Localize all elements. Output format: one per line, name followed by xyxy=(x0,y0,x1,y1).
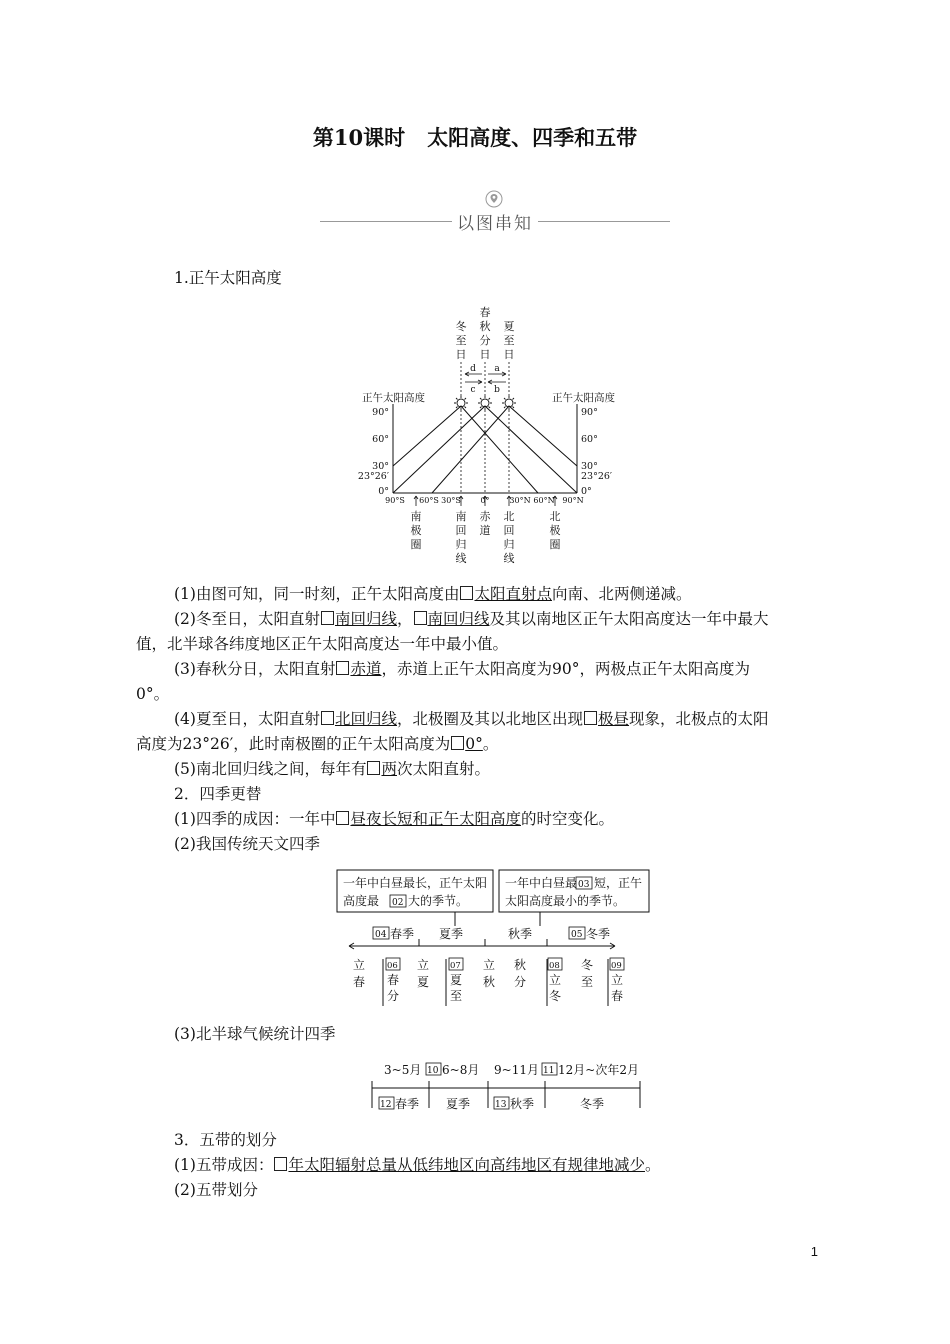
section-header xyxy=(320,188,670,238)
svg-text:秋季: 秋季 xyxy=(510,1097,535,1111)
svg-text:圈: 圈 xyxy=(549,538,561,551)
para-1-2-cont: 值，北半球各纬度地区正午太阳高度达一年中最小值。 xyxy=(136,635,509,653)
answer-box xyxy=(321,711,334,725)
svg-text:北: 北 xyxy=(549,510,561,523)
svg-text:短，正午: 短，正午 xyxy=(594,876,643,890)
svg-text:60°N: 60°N xyxy=(533,496,555,505)
svg-text:冬季: 冬季 xyxy=(579,1097,605,1111)
svg-text:30°S: 30°S xyxy=(441,496,461,505)
para-1-4: (4)夏至日，太阳直射 北回归线，北极圈及其以北地区出现 极昼现象，北极点的太阳 xyxy=(174,710,769,728)
svg-text:北: 北 xyxy=(503,510,515,523)
arctic-circle-label xyxy=(550,510,561,551)
svg-text:秋: 秋 xyxy=(482,975,496,989)
svg-text:9~11月: 9~11月 xyxy=(494,1063,539,1077)
svg-text:至: 至 xyxy=(449,989,463,1003)
tropic-of-capricorn-label xyxy=(456,510,467,565)
svg-text:夏: 夏 xyxy=(449,973,463,987)
svg-text:日: 日 xyxy=(455,348,467,361)
svg-text:夏季: 夏季 xyxy=(445,1097,471,1111)
month-ranges xyxy=(384,1062,639,1077)
svg-text:南: 南 xyxy=(410,510,422,523)
svg-text:90°N: 90°N xyxy=(562,496,584,505)
svg-text:秋: 秋 xyxy=(479,320,491,333)
svg-text:春: 春 xyxy=(352,975,366,989)
svg-text:12月~次年2月: 12月~次年2月 xyxy=(558,1063,639,1077)
svg-text:06: 06 xyxy=(387,961,398,971)
antarctic-circle-label xyxy=(411,510,422,551)
svg-text:回: 回 xyxy=(455,524,467,537)
answer-text: 极昼 xyxy=(598,710,630,728)
svg-text:日: 日 xyxy=(479,348,491,361)
arrow-a-label: a xyxy=(494,364,500,374)
svg-text:60°: 60° xyxy=(372,434,389,445)
climate-season-labels xyxy=(379,1096,604,1111)
svg-text:分: 分 xyxy=(479,334,491,347)
equinox-label xyxy=(480,306,491,361)
season-labels xyxy=(373,926,610,941)
svg-text:秋: 秋 xyxy=(513,958,527,972)
svg-text:南: 南 xyxy=(455,510,467,523)
svg-text:道: 道 xyxy=(479,524,491,537)
para-3-1: (1)五带成因： 年太阳辐射总量从低纬地区向高纬地区有规律地减少。 xyxy=(174,1156,661,1174)
svg-text:60°S: 60°S xyxy=(419,496,439,505)
svg-text:23°26′: 23°26′ xyxy=(581,471,613,482)
answer-box xyxy=(336,811,349,825)
section-header-label: 以图串知 xyxy=(457,214,533,234)
svg-text:立: 立 xyxy=(482,958,496,972)
svg-text:日: 日 xyxy=(503,348,515,361)
svg-text:05: 05 xyxy=(571,930,583,940)
answer-text: 0° xyxy=(465,735,483,753)
answer-box xyxy=(451,736,464,750)
para-2-2: (2)我国传统天文四季 xyxy=(174,835,320,853)
answer-box xyxy=(321,611,334,625)
circled-number: 02 xyxy=(392,898,404,908)
svg-text:一年中白昼最长，正午太阳: 一年中白昼最长，正午太阳 xyxy=(343,876,488,890)
heading-noon-altitude: 1.正午太阳高度 xyxy=(174,269,282,287)
svg-text:高度最: 高度最 xyxy=(343,894,380,908)
svg-text:12: 12 xyxy=(380,1100,392,1110)
svg-text:至: 至 xyxy=(503,334,515,347)
heading-five-zones: 3．五带的划分 xyxy=(174,1131,277,1149)
answer-box xyxy=(414,611,427,625)
svg-text:90°: 90° xyxy=(581,407,598,418)
para-1-4-cont: 高度为23°26′，此时南极圈的正午太阳高度为 0°。 xyxy=(136,735,499,753)
svg-text:赤: 赤 xyxy=(479,510,491,523)
svg-text:极: 极 xyxy=(410,524,422,537)
svg-text:23°26′: 23°26′ xyxy=(357,471,389,482)
svg-text:08: 08 xyxy=(549,961,560,971)
svg-text:立: 立 xyxy=(548,973,562,987)
answer-text: 南回归线 xyxy=(334,610,397,628)
svg-text:13: 13 xyxy=(495,1100,507,1110)
para-1-2: (2)冬至日，太阳直射 南回归线， 南回归线及其以南地区正午太阳高度达一年中最大 xyxy=(174,610,769,628)
astronomical-seasons-diagram xyxy=(335,866,655,1011)
svg-text:回: 回 xyxy=(503,524,515,537)
svg-text:04: 04 xyxy=(375,930,387,940)
svg-text:11: 11 xyxy=(543,1066,555,1076)
answer-text: 北回归线 xyxy=(334,710,397,728)
svg-text:大的季节。: 大的季节。 xyxy=(408,894,469,908)
svg-text:10: 10 xyxy=(427,1066,439,1076)
noon-altitude-diagram xyxy=(355,300,645,570)
svg-text:归: 归 xyxy=(503,538,515,551)
svg-text:分: 分 xyxy=(513,975,527,989)
sun-icon xyxy=(478,396,492,410)
lesson-number: 第10课时 xyxy=(312,125,406,150)
para-2-3: (3)北半球气候统计四季 xyxy=(174,1025,336,1043)
svg-text:冬: 冬 xyxy=(548,989,562,1003)
svg-text:春季: 春季 xyxy=(395,1097,420,1111)
answer-text: 太阳直射点 xyxy=(474,585,552,603)
para-1-5: (5)南北回归线之间，每年有 两次太阳直射。 xyxy=(174,760,490,778)
answer-text: 南回归线 xyxy=(427,610,490,628)
answer-text: 昼夜长短和正午太阳高度 xyxy=(350,810,521,828)
sun-icon xyxy=(502,396,516,410)
winter-solstice-label xyxy=(456,319,467,361)
svg-text:立: 立 xyxy=(352,958,366,972)
svg-text:冬: 冬 xyxy=(455,320,467,333)
answer-box xyxy=(584,711,597,725)
para-1-3: (3)春秋分日，太阳直射 赤道，赤道上正午太阳高度为90°，两极点正午太阳高度为 xyxy=(174,660,750,678)
svg-text:线: 线 xyxy=(455,552,467,565)
tropic-of-cancer-label xyxy=(504,510,515,565)
svg-text:30°: 30° xyxy=(581,461,598,472)
svg-text:90°S: 90°S xyxy=(385,496,405,505)
sun-icon xyxy=(454,396,468,410)
arrow-d-label: d xyxy=(470,364,476,374)
svg-text:春季: 春季 xyxy=(390,927,415,941)
svg-text:0°: 0° xyxy=(480,496,490,505)
para-2-1: (1)四季的成因：一年中 昼夜长短和正午太阳高度的时空变化。 xyxy=(174,810,614,828)
svg-text:立: 立 xyxy=(610,973,624,987)
svg-text:归: 归 xyxy=(455,538,467,551)
answer-box xyxy=(460,586,473,600)
para-1-3-cont: 0°。 xyxy=(136,685,170,703)
svg-text:夏: 夏 xyxy=(503,320,515,333)
svg-text:3~5月: 3~5月 xyxy=(384,1063,422,1077)
para-3-2: (2)五带划分 xyxy=(174,1181,258,1199)
answer-box xyxy=(274,1157,287,1171)
svg-text:60°: 60° xyxy=(581,434,598,445)
svg-text:夏季: 夏季 xyxy=(438,927,464,941)
answer-text: 年太阳辐射总量从低纬地区向高纬地区有规律地减少 xyxy=(288,1156,645,1174)
climate-seasons-diagram xyxy=(370,1056,650,1118)
answer-box xyxy=(367,761,380,775)
svg-text:至: 至 xyxy=(580,975,594,989)
svg-text:春: 春 xyxy=(386,973,400,987)
svg-text:0°: 0° xyxy=(581,486,592,497)
svg-text:立: 立 xyxy=(416,958,430,972)
svg-text:春: 春 xyxy=(610,989,624,1003)
y-ticks-right xyxy=(581,407,612,497)
location-pin-icon xyxy=(485,190,503,208)
svg-text:冬: 冬 xyxy=(580,958,594,972)
heading-seasons: 2．四季更替 xyxy=(174,785,262,803)
svg-text:09: 09 xyxy=(611,961,622,971)
y-axis-label-left: 正午太阳高度 xyxy=(362,392,425,404)
svg-text:分: 分 xyxy=(386,989,400,1003)
divider-right xyxy=(538,221,670,222)
y-axis-label-right: 正午太阳高度 xyxy=(552,392,615,404)
svg-text:30°: 30° xyxy=(372,461,389,472)
y-ticks-left xyxy=(358,407,389,497)
svg-text:太阳高度最小的季节。: 太阳高度最小的季节。 xyxy=(505,894,626,908)
svg-text:30°N: 30°N xyxy=(509,496,531,505)
solar-terms xyxy=(353,957,624,1003)
svg-text:春: 春 xyxy=(479,306,491,319)
equator-label xyxy=(480,509,492,537)
svg-text:极: 极 xyxy=(549,524,561,537)
svg-text:夏: 夏 xyxy=(416,975,430,989)
svg-text:至: 至 xyxy=(455,334,467,347)
answer-text: 赤道 xyxy=(350,660,382,678)
arrow-b-label: b xyxy=(494,385,500,395)
circled-number: 03 xyxy=(578,880,590,890)
page-title xyxy=(0,122,950,152)
summer-solstice-label xyxy=(504,320,515,361)
answer-box xyxy=(336,661,349,675)
svg-text:6~8月: 6~8月 xyxy=(442,1063,480,1077)
para-1-1: (1)由图可知，同一时刻，正午太阳高度由 太阳直射点向南、北两侧递减。 xyxy=(174,585,692,603)
svg-text:秋季: 秋季 xyxy=(507,927,533,941)
svg-text:线: 线 xyxy=(503,552,515,565)
svg-text:0°: 0° xyxy=(378,486,389,497)
page-number: 1 xyxy=(810,1244,818,1259)
svg-text:90°: 90° xyxy=(372,407,389,418)
svg-text:一年中白昼最: 一年中白昼最 xyxy=(505,876,578,890)
svg-text:冬季: 冬季 xyxy=(586,927,611,941)
svg-text:圈: 圈 xyxy=(410,538,422,551)
answer-text: 两 xyxy=(381,760,397,778)
arrow-c-label: c xyxy=(470,385,476,395)
svg-text:07: 07 xyxy=(450,961,461,971)
lesson-topic: 太阳高度、四季和五带 xyxy=(427,125,638,150)
